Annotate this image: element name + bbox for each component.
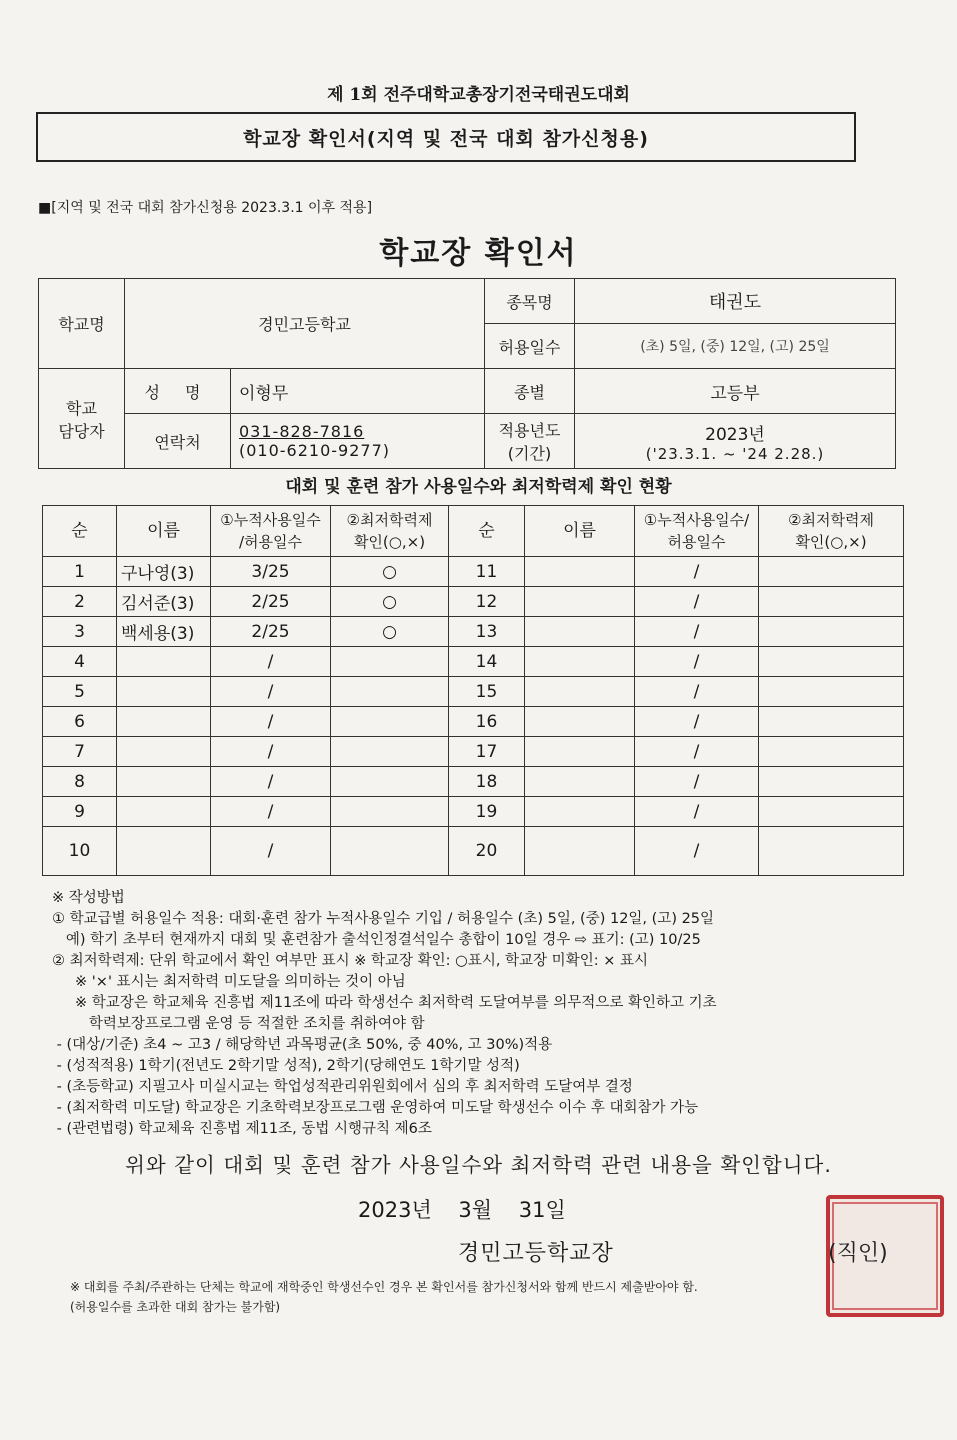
row-edu-right xyxy=(759,647,904,677)
info-table xyxy=(38,278,896,469)
row-edu xyxy=(331,647,449,677)
row-number: 5 xyxy=(43,677,117,707)
row-days: 3/25 xyxy=(211,557,331,587)
row-name-right xyxy=(525,617,635,647)
row-number-right: 13 xyxy=(449,617,525,647)
notes xyxy=(52,888,912,1140)
row-edu-right xyxy=(759,707,904,737)
row-days-right: / xyxy=(635,737,759,767)
row-edu xyxy=(331,767,449,797)
seal-label: (직인) xyxy=(828,1241,888,1266)
note-line: - (초등학교) 지필고사 미실시교는 학업성적관리위원회에서 심의 후 최저학력 도달여부 결정 xyxy=(52,1079,633,1095)
year-value: 2023년 xyxy=(705,424,765,445)
note-line: ① 학교급별 허용일수 적용: 대회·훈련 참가 누적사용일수 기입 / 허용일수 (초) 5일, (중) 12일, (고) 25일 xyxy=(52,911,715,927)
row-name xyxy=(117,737,211,767)
table-row xyxy=(43,767,904,797)
header-edu-right-line1: ②최저학력제 xyxy=(788,511,874,529)
note-line: ※ 작성방법 xyxy=(52,890,125,906)
row-days: / xyxy=(211,827,331,876)
footer-note-2: (허용일수를 초과한 대회 참가는 불가함) xyxy=(70,1300,281,1314)
header-days-right xyxy=(635,506,759,557)
phone-label: 연락처 xyxy=(125,414,231,469)
note-line: - (최저학력 미도달) 학교장은 기초학력보장프로그램 운영하여 미도달 학생선수 이수 후 대회참가 가능 xyxy=(52,1100,699,1116)
row-days: / xyxy=(211,737,331,767)
row-name-right xyxy=(525,557,635,587)
phone-1: 031-828-7816 xyxy=(239,422,365,441)
year-label xyxy=(485,414,575,469)
row-name xyxy=(117,827,211,876)
table-row xyxy=(43,737,904,767)
school-label: 학교명 xyxy=(39,279,125,369)
row-edu-right xyxy=(759,557,904,587)
row-name: 김서준(3) xyxy=(117,587,211,617)
row-name-right xyxy=(525,677,635,707)
row-days-right: / xyxy=(635,767,759,797)
row-name-right xyxy=(525,707,635,737)
row-days: / xyxy=(211,677,331,707)
row-number: 6 xyxy=(43,707,117,737)
row-number: 8 xyxy=(43,767,117,797)
row-days-right: / xyxy=(635,647,759,677)
table-row xyxy=(43,827,904,876)
header-name-right: 이름 xyxy=(525,506,635,557)
row-days: / xyxy=(211,647,331,677)
header-days-right-line1: ①누적사용일수/ xyxy=(643,511,750,529)
row-name xyxy=(117,677,211,707)
row-days: 2/25 xyxy=(211,587,331,617)
row-name xyxy=(117,647,211,677)
status-title: 대회 및 훈련 참가 사용일수와 최저학력제 확인 현황 xyxy=(285,477,672,497)
header-days-right-line2: 허용일수 xyxy=(667,533,726,551)
row-edu xyxy=(331,797,449,827)
row-edu-right xyxy=(759,587,904,617)
document-title-box xyxy=(36,112,856,162)
allowed-days-value: (초) 5일, (중) 12일, (고) 25일 xyxy=(575,324,896,369)
row-number-right: 15 xyxy=(449,677,525,707)
row-number-right: 20 xyxy=(449,827,525,876)
event-value: 태권도 xyxy=(575,279,896,324)
table-row xyxy=(43,557,904,587)
row-edu xyxy=(331,677,449,707)
row-name-right xyxy=(525,797,635,827)
row-number: 2 xyxy=(43,587,117,617)
note-line: 예) 학기 초부터 현재까지 대회 및 훈련참가 출석인정결석일수 총합이 10일 경우 ⇨ 표기: (고) 10/25 xyxy=(52,932,701,948)
row-number: 4 xyxy=(43,647,117,677)
header-no: 순 xyxy=(43,506,117,557)
year-label-1: 적용년도 xyxy=(498,421,561,440)
row-edu-right xyxy=(759,617,904,647)
confirm-text: 위와 같이 대회 및 훈련 참가 사용일수와 최저학력 관련 내용을 확인합니다. xyxy=(125,1153,832,1177)
row-number-right: 16 xyxy=(449,707,525,737)
row-edu-right xyxy=(759,827,904,876)
row-edu xyxy=(331,707,449,737)
header-name: 이름 xyxy=(117,506,211,557)
note-line: ※ 학교장은 학교체육 진흥법 제11조에 따라 학생선수 최저학력 도달여부를 의무적으로 확인하고 기초 xyxy=(52,995,717,1011)
table-row xyxy=(43,617,904,647)
row-number-right: 14 xyxy=(449,647,525,677)
row-name: 구나영(3) xyxy=(117,557,211,587)
status-header-row xyxy=(43,506,904,557)
header-days xyxy=(211,506,331,557)
row-edu: ○ xyxy=(331,617,449,647)
principal-name: 경민고등학교장 xyxy=(458,1241,614,1266)
year-label-2: (기간) xyxy=(507,444,552,463)
row-edu: ○ xyxy=(331,587,449,617)
row-number-right: 17 xyxy=(449,737,525,767)
row-number: 10 xyxy=(43,827,117,876)
header-edu-line1: ②최저학력제 xyxy=(346,511,433,529)
row-edu xyxy=(331,737,449,767)
row-days: / xyxy=(211,767,331,797)
row-name-right xyxy=(525,737,635,767)
row-name-right xyxy=(525,647,635,677)
note-line: 학력보장프로그램 운영 등 적절한 조치를 취하여야 함 xyxy=(52,1016,425,1032)
row-name xyxy=(117,767,211,797)
table-row xyxy=(43,707,904,737)
footer-note-1: ※ 대회를 주최/주관하는 단체는 학교에 재학중인 학생선수인 경우 본 확인서를 참가신청서와 함께 반드시 제출받아야 함. xyxy=(70,1280,698,1294)
row-number-right: 11 xyxy=(449,557,525,587)
phone-values xyxy=(231,414,485,469)
row-number: 9 xyxy=(43,797,117,827)
row-name-right xyxy=(525,767,635,797)
row-days-right: / xyxy=(635,707,759,737)
table-row xyxy=(43,677,904,707)
applies-note: ■[지역 및 전국 대회 참가신청용 2023.3.1 이후 적용] xyxy=(38,200,373,216)
row-days-right: / xyxy=(635,677,759,707)
header-days-line2: /허용일수 xyxy=(238,533,302,551)
event-label: 종목명 xyxy=(485,279,575,324)
contact-person-label xyxy=(39,369,125,469)
status-table xyxy=(42,505,904,876)
row-name: 백세용(3) xyxy=(117,617,211,647)
row-days-right: / xyxy=(635,827,759,876)
header-no-right: 순 xyxy=(449,506,525,557)
row-edu-right xyxy=(759,797,904,827)
event-title: 제 1회 전주대학교총장기전국태권도대회 xyxy=(327,85,630,105)
period-value: ('23.3.1. ~ '24 2.28.) xyxy=(645,444,825,463)
contact-person-label-2: 담당자 xyxy=(58,421,105,441)
row-edu-right xyxy=(759,767,904,797)
contact-person-label-1: 학교 xyxy=(66,398,97,418)
main-title: 학교장 확인서 xyxy=(379,236,578,271)
row-days-right: / xyxy=(635,587,759,617)
row-number-right: 18 xyxy=(449,767,525,797)
row-edu-right xyxy=(759,737,904,767)
year-values xyxy=(575,414,896,469)
table-row xyxy=(43,647,904,677)
header-days-line1: ①누적사용일수 xyxy=(220,511,321,529)
note-line: - (성적적용) 1학기(전년도 2학기말 성적), 2학기(당해연도 1학기말 성적) xyxy=(52,1058,520,1074)
header-edu-line2: 확인(○,×) xyxy=(353,533,426,551)
row-days-right: / xyxy=(635,617,759,647)
row-name xyxy=(117,797,211,827)
row-name xyxy=(117,707,211,737)
row-number: 1 xyxy=(43,557,117,587)
name-label: 성 명 xyxy=(125,369,231,414)
header-edu-right-line2: 확인(○,×) xyxy=(795,533,867,551)
header-edu xyxy=(331,506,449,557)
row-number-right: 19 xyxy=(449,797,525,827)
row-days: / xyxy=(211,707,331,737)
row-name-right xyxy=(525,587,635,617)
table-row xyxy=(43,797,904,827)
date-text: 2023년 3월 31일 xyxy=(358,1198,566,1222)
note-line: ※ '×' 표시는 최저학력 미도달을 의미하는 것이 아님 xyxy=(52,974,406,990)
row-edu xyxy=(331,827,449,876)
row-number-right: 12 xyxy=(449,587,525,617)
school-value: 경민고등학교 xyxy=(125,279,485,369)
row-days-right: / xyxy=(635,557,759,587)
row-number: 7 xyxy=(43,737,117,767)
phone-2: (010-6210-9277) xyxy=(239,441,391,460)
note-line: ② 최저학력제: 단위 학교에서 확인 여부만 표시 ※ 학교장 확인: ○표시, 학교장 미확인: × 표시 xyxy=(52,953,648,969)
note-line: - (관련법령) 학교체육 진흥법 제11조, 동법 시행규칙 제6조 xyxy=(52,1121,432,1137)
row-number: 3 xyxy=(43,617,117,647)
row-days: 2/25 xyxy=(211,617,331,647)
note-line: - (대상/기준) 초4 ~ 고3 / 해당학년 과목평균(초 50%, 중 40%, 고 30%)적용 xyxy=(52,1037,553,1053)
row-edu: ○ xyxy=(331,557,449,587)
division-label: 종별 xyxy=(485,369,575,414)
name-value: 이형무 xyxy=(231,369,485,414)
allowed-days-label: 허용일수 xyxy=(485,324,575,369)
row-edu-right xyxy=(759,677,904,707)
table-row xyxy=(43,587,904,617)
row-days: / xyxy=(211,797,331,827)
header-edu-right xyxy=(759,506,904,557)
row-days-right: / xyxy=(635,797,759,827)
division-value: 고등부 xyxy=(575,369,896,414)
row-name-right xyxy=(525,827,635,876)
document-title: 학교장 확인서(지역 및 전국 대회 참가신청용) xyxy=(243,127,649,150)
